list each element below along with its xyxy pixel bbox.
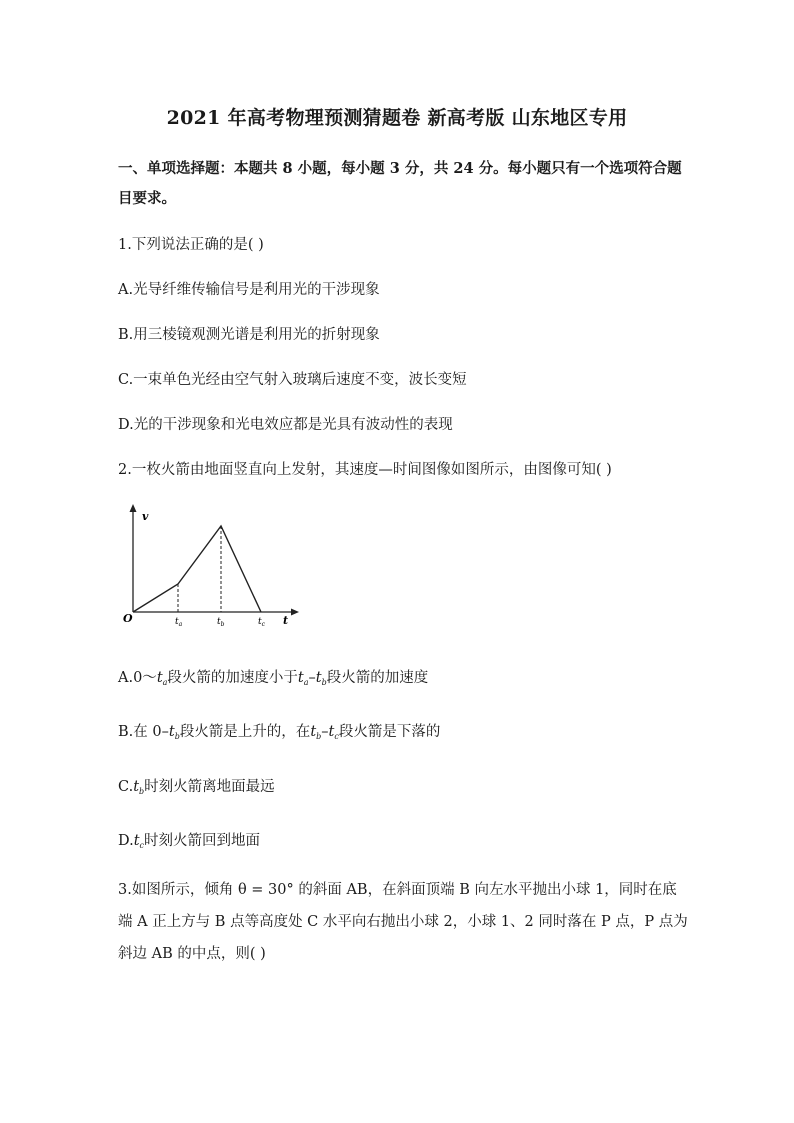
v-axis-arrow	[130, 504, 137, 512]
velocity-time-graph	[115, 500, 305, 630]
question-1-stem: 1.下列说法正确的是( )	[118, 237, 264, 253]
t-axis-arrow	[291, 609, 299, 616]
question-2-option-a: $A.0\sim t_a$段火箭的加速度小于$t_a-t_b$段火箭的加速度	[118, 670, 429, 687]
velocity-line	[133, 526, 261, 612]
page-title: 2021 年高考物理预测猜题卷 新高考版 山东地区专用	[166, 107, 628, 129]
question-2-stem: 2.一枚火箭由地面竖直向上发射，其速度—时间图像如图所示，由图像可知( )	[118, 462, 612, 478]
question-1-option-d: D.光的干涉现象和光电效应都是光具有波动性的表现	[118, 417, 453, 433]
question-1-option-a: A.光导纤维传输信号是利用光的干涉现象	[118, 282, 380, 298]
section-heading: 一、单项选择题：本题共 8 小题，每小题 3 分，共 24 分。每小题只有一个选项符合题目要求。	[118, 160, 682, 207]
t-axis-label: t	[283, 614, 289, 627]
question-2-option-b: B.在 $0-t_b$段火箭是上升的，在$t_b-t_c$段火箭是下落的	[118, 724, 441, 741]
tick-ta-label: $t_a$	[175, 617, 183, 628]
v-axis-label: v	[142, 510, 149, 523]
tick-tb-label: $t_b$	[217, 617, 225, 628]
question-2-option-c: $C.t_b$时刻火箭离地面最远	[118, 779, 275, 796]
question-1-option-b: B.用三棱镜观测光谱是利用光的折射现象	[118, 327, 380, 343]
origin-label: O	[123, 612, 133, 625]
tick-tc-label: $t_c$	[258, 617, 265, 628]
question-2-option-d: $D.t_c$时刻火箭回到地面	[118, 833, 261, 850]
question-3-stem: 3.如图所示，倾角 θ = 30° 的斜面 AB，在斜面顶端 B 向左水平抛出小球 1，同时在底端 A 正上方与 B 点等高度处 C 水平向右抛出小球 2，小球 1、2 同时落在 P 点，P 点为斜边 AB 的中点，则( )	[118, 882, 688, 962]
question-1-option-c: C.一束单色光经由空气射入玻璃后速度不变，波长变短	[118, 372, 467, 388]
